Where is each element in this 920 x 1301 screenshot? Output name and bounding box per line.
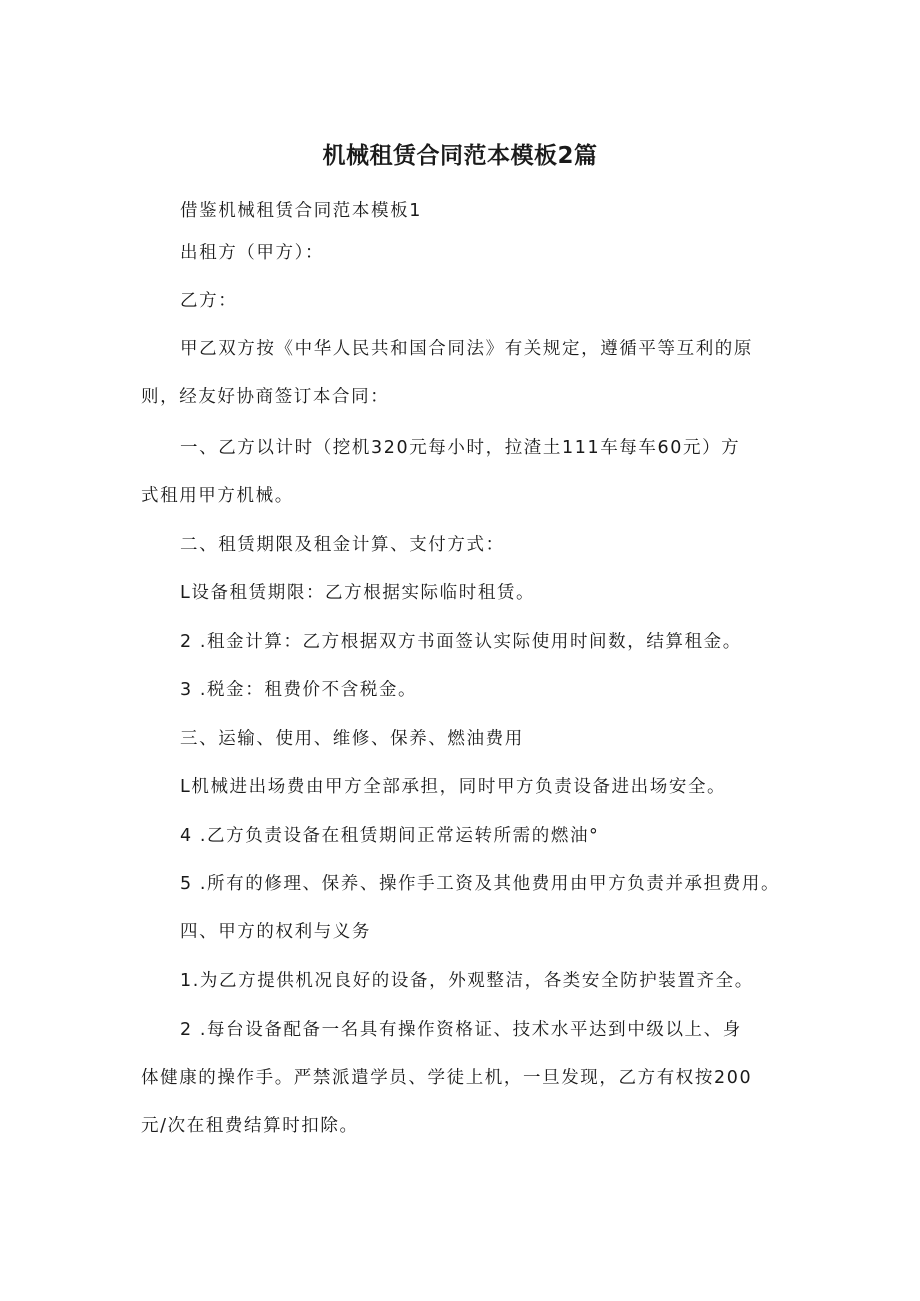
paragraph-line: 2 .每台设备配备一名具有操作资格证、技术水平达到中级以上、身 [180,1020,742,1040]
clause-2-heading [141,521,791,569]
clause-2-item-lease-term [141,569,791,617]
paragraph-line: L机械进出场费由甲方全部承担，同时甲方负责设备进出场安全。 [180,777,727,797]
paragraph-line: 借鉴机械租赁合同范本模板1 [180,201,422,221]
preamble-paragraph [141,325,791,421]
paragraph-line: 1.为乙方提供机况良好的设备，外观整洁，各类安全防护装置齐全。 [180,971,754,991]
lessor-party-a [141,229,791,277]
paragraph-line: 元/次在租费结算时扣除。 [141,1116,359,1136]
clause-2-item-tax [141,666,791,714]
clause-3-heading [141,715,791,763]
paragraph-line: 四、甲方的权利与义务 [180,922,371,942]
paragraph-line: 二、租赁期限及租金计算、支付方式： [180,535,505,555]
clause-4-item-equipment [141,957,791,1005]
clause-3-item-transport-fee [141,763,791,811]
paragraph-line: 三、运输、使用、维修、保养、燃油费用 [180,729,524,749]
clause-1-rental-method [141,424,791,520]
paragraph-line: 式租用甲方机械。 [141,486,294,506]
paragraph-line: 2 .租金计算：乙方根据双方书面签认实际使用时间数，结算租金。 [180,632,742,652]
section-heading-template-1 [141,187,791,235]
clause-4-heading [141,908,791,956]
lessee-party-b [141,277,791,325]
paragraph-line: 乙方： [180,291,238,311]
clause-3-item-fuel [141,812,791,860]
document-title: 机械租赁合同范本模板2篇 [322,143,598,169]
paragraph-line: 甲乙双方按《中华人民共和国合同法》有关规定，遵循平等互利的原 [180,339,753,359]
paragraph-line: 一、乙方以计时（挖机320元每小时，拉渣土111车每车60元）方 [180,438,741,458]
paragraph-line: 出租方（甲方）： [180,243,325,263]
paragraph-line: 4 .乙方负责设备在租赁期间正常运转所需的燃油° [180,826,600,846]
clause-2-item-rent-calculation [141,618,791,666]
paragraph-line: L设备租赁期限：乙方根据实际临时租赁。 [180,583,536,603]
clause-4-item-operator [141,1006,791,1150]
paragraph-line: 则，经友好协商签订本合同： [141,387,390,407]
paragraph-line: 体健康的操作手。严禁派遣学员、学徒上机，一旦发现，乙方有权按200 [141,1068,753,1088]
paragraph-line: 3 .税金：租费价不含税金。 [180,680,418,700]
clause-3-item-maintenance [141,860,791,908]
paragraph-line: 5 .所有的修理、保养、操作手工资及其他费用由甲方负责并承担费用。 [180,874,781,894]
